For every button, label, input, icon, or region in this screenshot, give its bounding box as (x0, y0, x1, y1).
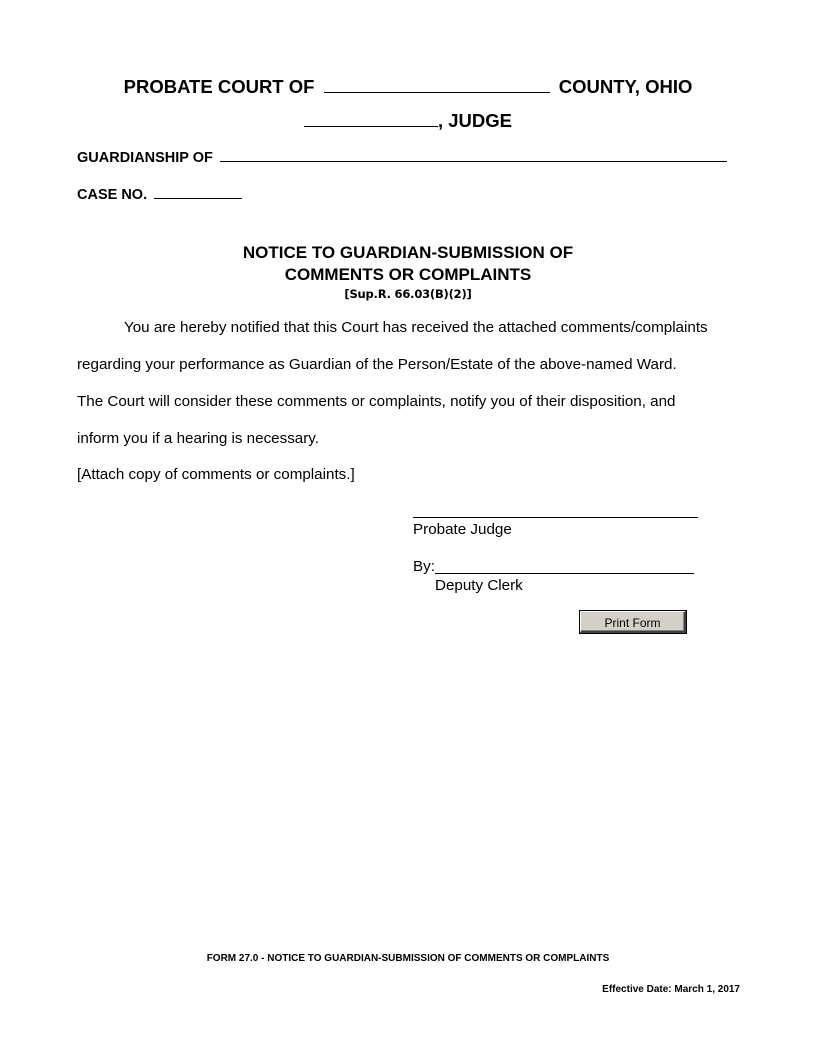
document-title-line-1: NOTICE TO GUARDIAN-SUBMISSION OF (242, 243, 574, 262)
body-line-1: You are hereby notified that this Court has received the attached comments/complaints (124, 319, 708, 336)
form-footer-title: FORM 27.0 - NOTICE TO GUARDIAN-SUBMISSION OF COMMENTS OR COMPLAINTS (206, 953, 610, 964)
court-suffix: COUNTY, OHIO (558, 76, 693, 97)
case-number-row (77, 187, 242, 203)
body-line-3: The Court will consider these comments or complaints, notify you of their disposition, and (77, 393, 676, 410)
guardianship-row (77, 150, 727, 166)
judge-suffix: , JUDGE (437, 110, 513, 131)
deputy-clerk-label: Deputy Clerk (435, 577, 523, 594)
court-prefix: PROBATE COURT OF (123, 76, 315, 97)
judge-signature-line (413, 517, 698, 518)
attach-instruction: [Attach copy of comments or complaints.] (77, 466, 355, 483)
body-line-4: inform you if a hearing is necessary. (77, 430, 319, 447)
county-field[interactable] (324, 92, 550, 93)
case-no-field[interactable] (154, 198, 242, 199)
body-line-2: regarding your performance as Guardian of the Person/Estate of the above-named Ward. (77, 356, 677, 373)
case-no-label: CASE NO. (77, 187, 148, 203)
judge-heading (0, 110, 816, 132)
print-form-button[interactable]: Print Form (580, 611, 686, 633)
judge-name-field[interactable] (304, 126, 438, 127)
court-heading (0, 76, 816, 98)
by-label: By: (413, 558, 435, 575)
effective-date: Effective Date: March 1, 2017 (602, 984, 740, 995)
guardianship-label: GUARDIANSHIP OF (77, 150, 213, 166)
clerk-signature-line (435, 573, 694, 574)
probate-judge-label: Probate Judge (413, 521, 512, 538)
guardianship-field[interactable] (220, 161, 727, 162)
rule-citation: [Sup.R. 66.03(B)(2)] (344, 287, 472, 301)
document-title-line-2: COMMENTS OR COMPLAINTS (284, 265, 532, 284)
